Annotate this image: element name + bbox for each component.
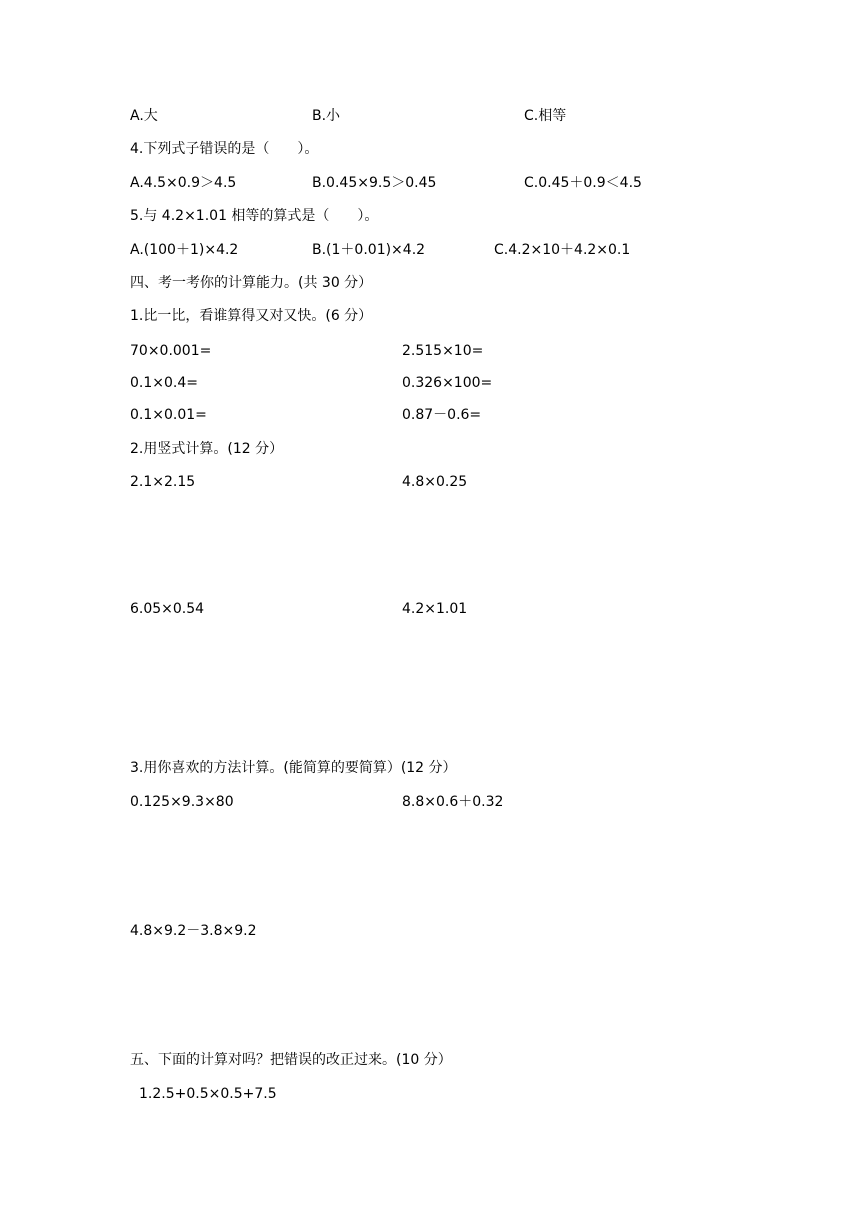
section4-part3-title: 3.用你喜欢的方法计算。(能简算的要简算）(12 分）	[130, 760, 457, 776]
calc-item: 0.1×0.4=	[130, 375, 198, 391]
simplify-calc-item: 8.8×0.6＋0.32	[402, 794, 504, 810]
q3-option-c: C.相等	[524, 108, 567, 124]
section5-title: 五、下面的计算对吗？把错误的改正过来。(10 分）	[130, 1052, 452, 1068]
section5-item1: 1.2.5+0.5×0.5+7.5	[139, 1086, 277, 1102]
calc-item: 70×0.001=	[130, 343, 212, 359]
vertical-calc-item: 4.2×1.01	[402, 601, 468, 617]
q3-option-a: A.大	[130, 108, 158, 124]
q5-option-b: B.(1＋0.01)×4.2	[312, 242, 426, 258]
q3-option-b: B.小	[312, 108, 341, 124]
q5-stem: 5.与 4.2×1.01 相等的算式是（ ）。	[130, 208, 379, 224]
q5-option-c: C.4.2×10＋4.2×0.1	[494, 242, 631, 258]
q4-option-b: B.0.45×9.5＞0.45	[312, 175, 437, 191]
q4-stem: 4.下列式子错误的是（ ）。	[130, 141, 319, 157]
calc-item: 2.515×10=	[402, 343, 484, 359]
simplify-calc-item: 4.8×9.2－3.8×9.2	[130, 923, 257, 939]
simplify-calc-item: 0.125×9.3×80	[130, 794, 234, 810]
q4-option-c: C.0.45＋0.9＜4.5	[524, 175, 642, 191]
section4-part2-title: 2.用竖式计算。(12 分）	[130, 441, 284, 457]
section4-part1-title: 1.比一比，看谁算得又对又快。(6 分）	[130, 308, 373, 324]
vertical-calc-item: 2.1×2.15	[130, 474, 196, 490]
section4-title: 四、考一考你的计算能力。(共 30 分）	[130, 275, 373, 291]
calc-item: 0.326×100=	[402, 375, 493, 391]
q5-option-a: A.(100＋1)×4.2	[130, 242, 239, 258]
calc-item: 0.1×0.01=	[130, 407, 207, 423]
q4-option-a: A.4.5×0.9＞4.5	[130, 175, 237, 191]
vertical-calc-item: 4.8×0.25	[402, 474, 468, 490]
vertical-calc-item: 6.05×0.54	[130, 601, 205, 617]
calc-item: 0.87－0.6=	[402, 407, 482, 423]
